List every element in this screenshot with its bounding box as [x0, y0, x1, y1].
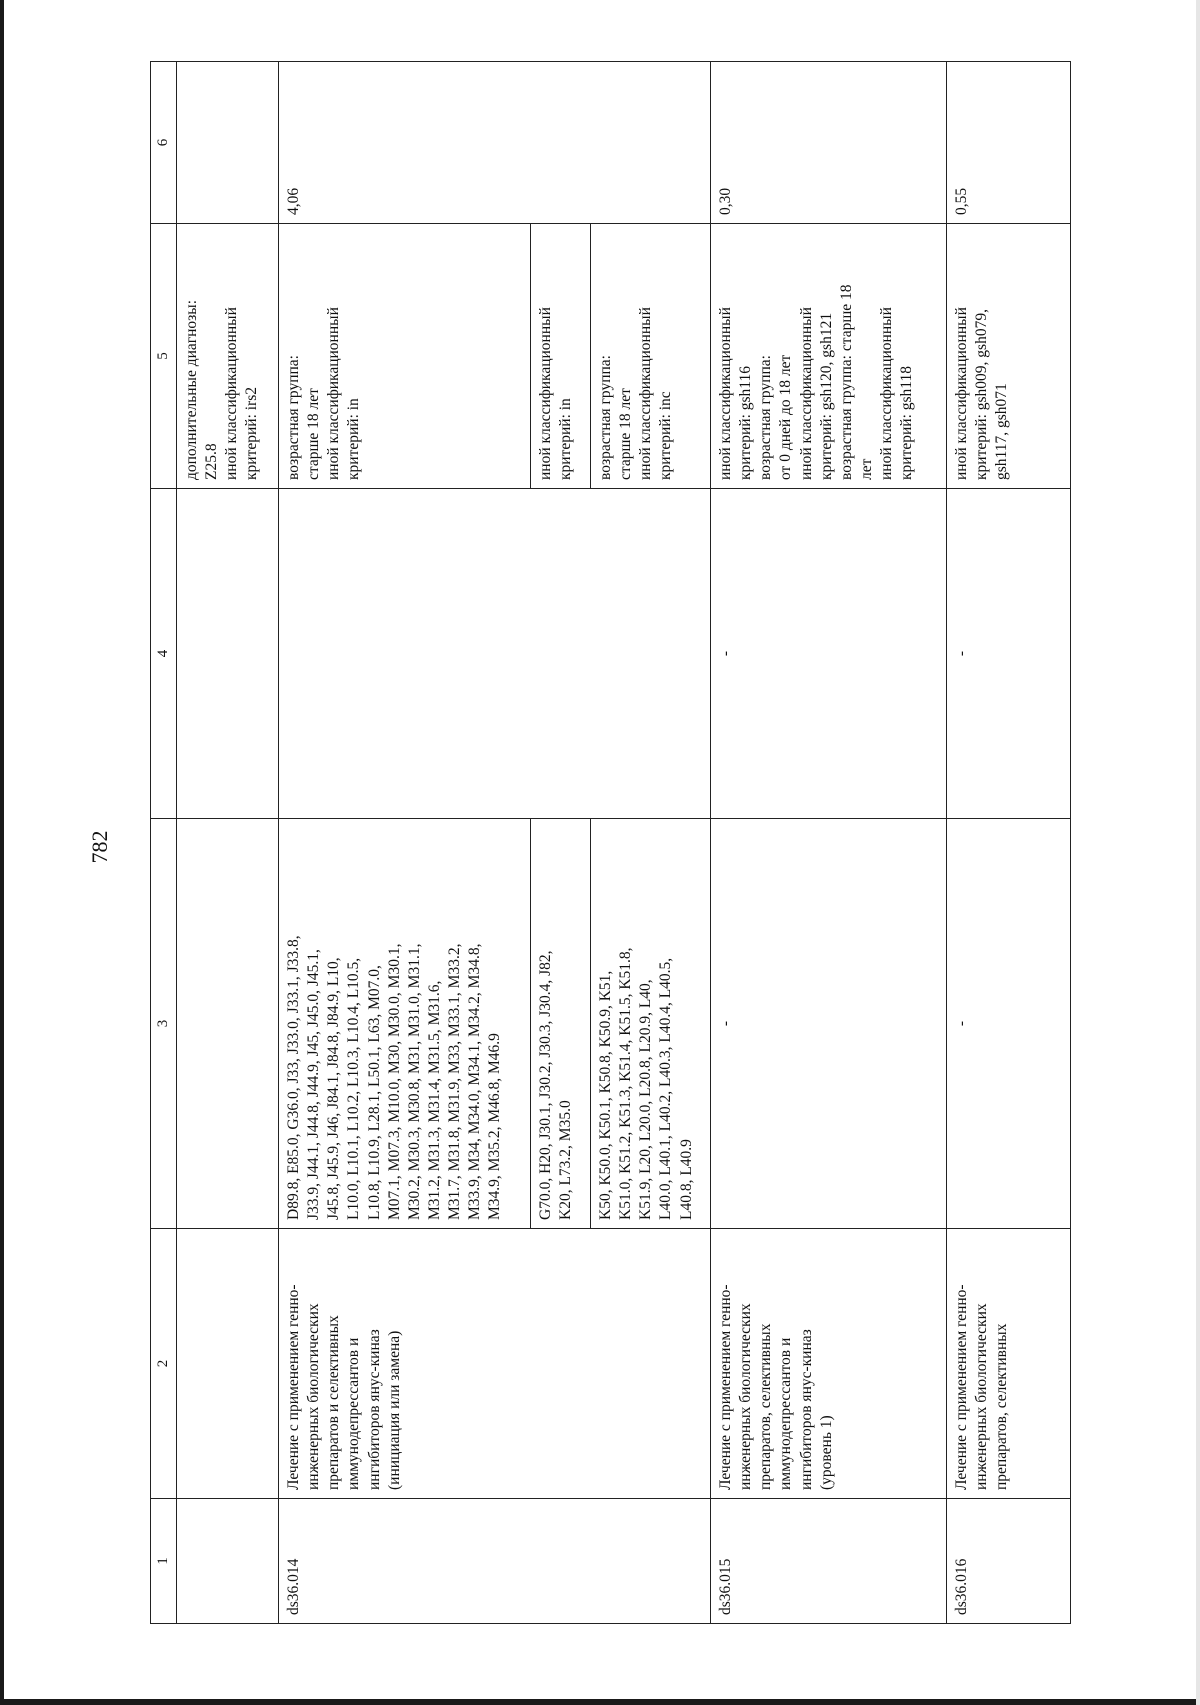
name-line: ингибиторов янус-киназ [365, 1329, 383, 1490]
criteria-line: иной классификационный [223, 307, 241, 480]
header-col-4: 4 [151, 489, 177, 819]
cell-criteria [947, 224, 1071, 489]
criteria-line: старше 18 лет [617, 388, 635, 480]
criteria-line: критерий: gsh118 [898, 366, 916, 480]
criteria-line: иной классификационный [537, 307, 554, 480]
header-col-1: 1 [151, 1499, 177, 1624]
criteria-line: Z25.8 [203, 443, 221, 480]
page-number: 782 [87, 830, 112, 864]
name-line: (инициация или замена) [385, 1330, 403, 1490]
criteria-line: критерий: inc [657, 391, 675, 480]
cell-services: - [711, 489, 947, 819]
header-col-3: 3 [151, 819, 177, 1229]
table-row-ds36-014-a [279, 62, 531, 1624]
diagnoses-line: K20, L73.2, M35.0 [557, 1100, 575, 1220]
cell-name [947, 1229, 1071, 1499]
criteria-line: критерий: in [345, 398, 363, 480]
diagnoses-line: G70.0, H20, J30.1, J30.2, J30.3, J30.4, J82, [537, 950, 554, 1220]
criteria-line: критерий: in [557, 398, 575, 480]
diagnoses-line: M31.7, M31.8, M31.9, M33, M33.1, M33.2, [446, 943, 464, 1220]
name-line: инженерных биологических [973, 1303, 991, 1490]
cell-code: ds36.015 [711, 1499, 947, 1624]
criteria-line: иной классификационный [637, 307, 655, 480]
cell-code: ds36.014 [279, 1499, 711, 1624]
scan-border-bottom [0, 1699, 1200, 1705]
diagnoses-line: D89.8, E85.0, G36.0, J33, J33.0, J33.1, J33.8, [285, 935, 302, 1220]
cell-coefficient: 4,06 [279, 62, 711, 224]
rotated-table-wrapper [150, 62, 1070, 1624]
header-col-5: 5 [151, 224, 177, 489]
cell-diagnoses: - [947, 819, 1071, 1229]
diagnoses-line: M30.2, M30.3, M30.8, M31, M31.0, M31.1, [405, 943, 423, 1220]
name-line: инженерных биологических [737, 1303, 755, 1490]
cell-coefficient: 0,55 [947, 62, 1071, 224]
criteria-line: лет [857, 458, 875, 480]
cell-diagnoses [591, 819, 711, 1229]
cell-diagnoses [279, 819, 531, 1229]
criteria-line: от 0 дней до 18 лет [777, 354, 795, 480]
header-row [151, 62, 177, 1624]
criteria-line: старше 18 лет [305, 388, 323, 480]
diagnoses-line: M34.9, M35.2, M46.8, M46.9 [486, 1033, 504, 1220]
diagnoses-line: J45.8, J45.9, J46, J84.1, J84.8, J84.9, L10, [325, 957, 343, 1220]
name-line: иммунодепрессантов и [345, 1337, 363, 1490]
criteria-line: иной классификационный [878, 307, 896, 480]
cell-services-empty [177, 489, 279, 819]
criteria-line: возрастная группа: [285, 355, 302, 480]
cell-name [279, 1229, 711, 1499]
criteria-line: дополнительные диагнозы: [183, 299, 200, 480]
cell-coefficient: 0,30 [711, 62, 947, 224]
cell-criteria [711, 224, 947, 489]
scan-border-right [1196, 0, 1200, 1705]
scan-border-left [0, 0, 4, 1705]
diagnoses-line: M07.1, M07.3, M10.0, M30, M30.0, M30.1, [385, 943, 403, 1220]
criteria-line: иной классификационный [953, 307, 970, 480]
criteria-line: gsh117, gsh071 [993, 383, 1011, 480]
criteria-line: критерий: irs2 [243, 387, 261, 480]
name-line: Лечение с применением генно- [285, 1284, 302, 1490]
tariff-table [150, 61, 1071, 1624]
cell-code: ds36.016 [947, 1499, 1071, 1624]
diagnoses-line: M31.2, M31.3, M31.4, M31.5, M31.6, [425, 980, 443, 1220]
table-row-continuation [177, 62, 279, 1624]
cell-coefficient-empty [177, 62, 279, 224]
name-line: (уровень 1) [817, 1415, 835, 1490]
diagnoses-line: M33.9, M34, M34.0, M34.1, M34.2, M34.8, [466, 943, 484, 1220]
cell-criteria [177, 224, 279, 489]
criteria-line: критерий: gsh120, gsh121 [817, 312, 835, 480]
name-line: иммунодепрессантов и [777, 1337, 795, 1490]
diagnoses-line: K51.0, K51.2, K51.3, K51.4, K51.5, K51.8, [617, 947, 635, 1220]
criteria-line: иной классификационный [717, 307, 734, 480]
name-line: Лечение с применением генно- [717, 1284, 734, 1490]
diagnoses-line: K50, K50.0, K50.1, K50.8, K50.9, K51, [597, 970, 614, 1220]
criteria-line: возрастная группа: [597, 355, 614, 480]
cell-name [711, 1229, 947, 1499]
diagnoses-line: L10.0, L10.1, L10.2, L10.3, L10.4, L10.5, [345, 957, 363, 1220]
header-col-6: 6 [151, 62, 177, 224]
cell-criteria [531, 224, 591, 489]
name-line: Лечение с применением генно- [953, 1284, 970, 1490]
diagnoses-line: L40.0, L40.1, L40.2, L40.3, L40.4, L40.5, [657, 957, 675, 1220]
criteria-line: критерий: gsh009, gsh079, [973, 309, 991, 480]
name-line: препаратов, селективных [757, 1323, 775, 1490]
criteria-line: иной классификационный [797, 307, 815, 480]
name-line: препаратов и селективных [325, 1315, 343, 1490]
diagnoses-line: L40.8, L40.9 [677, 1139, 695, 1220]
header-col-2: 2 [151, 1229, 177, 1499]
criteria-line: возрастная группа: старше 18 [837, 284, 855, 480]
cell-services-empty [279, 489, 711, 819]
diagnoses-line: L10.8, L10.9, L28.1, L50.1, L63, M07.0, [365, 965, 383, 1220]
table-row-ds36-015 [711, 62, 947, 1624]
cell-code-empty [177, 1499, 279, 1624]
cell-name-empty [177, 1229, 279, 1499]
diagnoses-line: K51.9, L20, L20.0, L20.8, L20.9, L40, [637, 979, 655, 1220]
name-line: ингибиторов янус-киназ [797, 1329, 815, 1490]
cell-criteria [591, 224, 711, 489]
cell-diagnoses [531, 819, 591, 1229]
table-row-ds36-016 [947, 62, 1071, 1624]
cell-diagnoses: - [711, 819, 947, 1229]
cell-diagnoses-empty [177, 819, 279, 1229]
criteria-line: иной классификационный [325, 307, 343, 480]
name-line: препаратов, селективных [993, 1323, 1011, 1490]
cell-services: - [947, 489, 1071, 819]
name-line: инженерных биологических [305, 1303, 323, 1490]
cell-criteria [279, 224, 531, 489]
diagnoses-line: J33.9, J44.1, J44.8, J44.9, J45, J45.0, J45.1, [305, 949, 323, 1220]
criteria-line: критерий: gsh116 [737, 366, 755, 480]
criteria-line: возрастная группа: [757, 355, 775, 480]
